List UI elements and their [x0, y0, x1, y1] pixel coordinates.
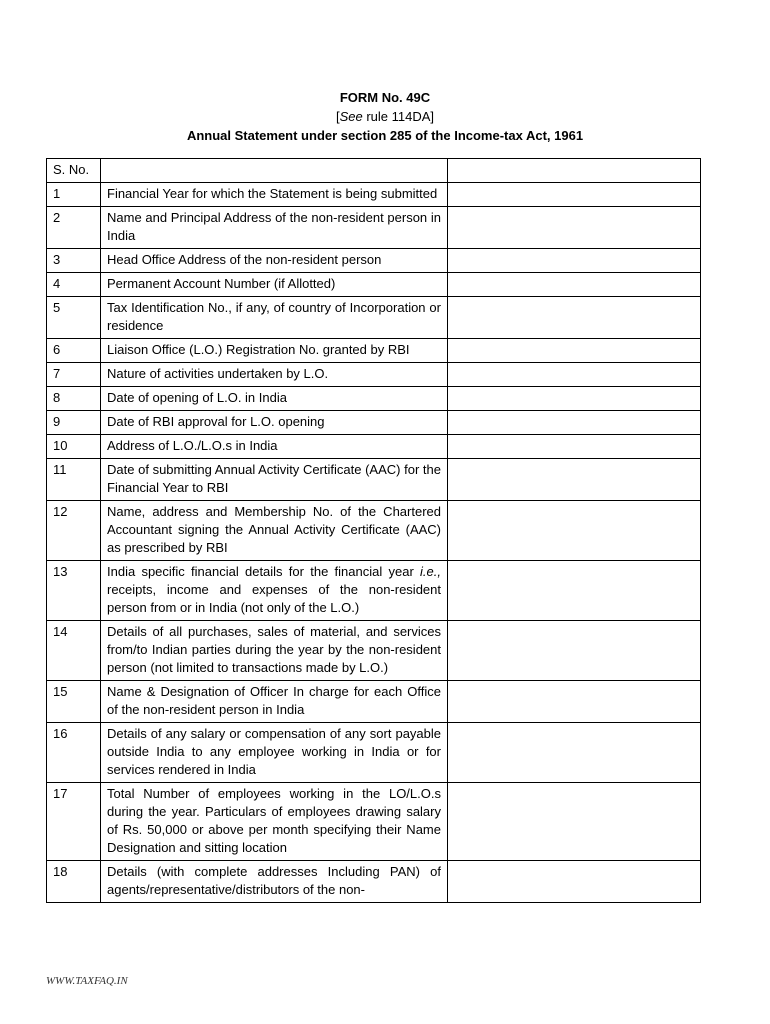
answer-field-3[interactable] — [448, 249, 700, 272]
row-label: Name and Principal Address of the non-resident person in India — [101, 207, 448, 249]
row-label: Tax Identification No., if any, of country of Incorporation or residence — [101, 297, 448, 339]
table-row — [47, 207, 701, 249]
row-label: Name & Designation of Officer In charge for each Office of the non-resident person in India — [101, 681, 448, 723]
row-answer-cell — [448, 561, 701, 621]
row-label: Permanent Account Number (if Allotted) — [101, 273, 448, 297]
table-row — [47, 681, 701, 723]
row-answer-cell — [448, 339, 701, 363]
row-answer-cell — [448, 297, 701, 339]
answer-field-18[interactable] — [448, 861, 700, 902]
table-row — [47, 363, 701, 387]
row-answer-cell — [448, 435, 701, 459]
table-row — [47, 501, 701, 561]
answer-field-9[interactable] — [448, 411, 700, 434]
rule-open-bracket: [ — [335, 109, 340, 124]
table-row — [47, 861, 701, 903]
row-number: 10 — [47, 435, 101, 459]
row-answer-cell — [448, 621, 701, 681]
row-answer-cell — [448, 459, 701, 501]
row-label-italic: i.e., — [420, 564, 441, 579]
row-number: 1 — [47, 183, 101, 207]
row-number: 16 — [47, 723, 101, 783]
answer-field-10[interactable] — [448, 435, 700, 458]
row-answer-cell — [448, 681, 701, 723]
table-row — [47, 387, 701, 411]
row-number: 2 — [47, 207, 101, 249]
table-header-row — [47, 159, 701, 183]
row-label: Financial Year for which the Statement is being submitted — [101, 183, 448, 207]
row-answer-cell — [448, 207, 701, 249]
row-label: Nature of activities undertaken by L.O. — [101, 363, 448, 387]
answer-field-6[interactable] — [448, 339, 700, 362]
answer-field-15[interactable] — [448, 681, 700, 722]
row-label: Name, address and Membership No. of the Chartered Accountant signing the Annual Activity Certificate (AAC) as prescribed by RBI — [101, 501, 448, 561]
answer-field-4[interactable] — [448, 273, 700, 296]
rule-reference — [0, 107, 770, 126]
table-row — [47, 561, 701, 621]
table-row — [47, 621, 701, 681]
row-label-end: receipts, income and expenses of the non-resident person from or in India (not only of the L.O.) — [107, 582, 441, 615]
answer-field-11[interactable] — [448, 459, 700, 500]
row-answer-cell — [448, 183, 701, 207]
row-label: Details of any salary or compensation of any sort payable outside India to any employee working in India or for services rendered in India — [101, 723, 448, 783]
answer-field-8[interactable] — [448, 387, 700, 410]
row-number: 6 — [47, 339, 101, 363]
row-number: 18 — [47, 861, 101, 903]
answer-field-2[interactable] — [448, 207, 700, 248]
annual-statement-table — [46, 158, 701, 903]
row-answer-cell — [448, 411, 701, 435]
row-answer-cell — [448, 363, 701, 387]
row-answer-cell — [448, 723, 701, 783]
row-number: 5 — [47, 297, 101, 339]
row-label: Date of submitting Annual Activity Certificate (AAC) for the Financial Year to RBI — [101, 459, 448, 501]
row-number: 3 — [47, 249, 101, 273]
table-row — [47, 297, 701, 339]
row-answer-cell — [448, 861, 701, 903]
row-number: 17 — [47, 783, 101, 861]
row-number: 8 — [47, 387, 101, 411]
row-number: 11 — [47, 459, 101, 501]
row-label: Details of all purchases, sales of material, and services from/to Indian parties during the year by the non-resident person (not limited to transactions made by L.O.) — [101, 621, 448, 681]
row-label: Head Office Address of the non-resident person — [101, 249, 448, 273]
rule-number: rule 114DA] — [362, 109, 435, 124]
answer-field-13[interactable] — [448, 561, 700, 620]
row-number: 13 — [47, 561, 101, 621]
form-number: FORM No. 49C — [339, 90, 431, 105]
row-answer-cell — [448, 273, 701, 297]
table-row — [47, 459, 701, 501]
header-blank-cell — [101, 159, 448, 183]
header-blank-answer-cell — [448, 159, 701, 183]
sno-header: S. No. — [47, 159, 101, 183]
row-label: Total Number of employees working in the LO/L.O.s during the year. Particulars of employees drawing salary of Rs. 50,000 or above per month specifying their Name Designation and sitting location — [101, 783, 448, 861]
row-label: Date of RBI approval for L.O. opening — [101, 411, 448, 435]
answer-field-5[interactable] — [448, 297, 700, 338]
table-row — [47, 183, 701, 207]
row-label: Address of L.O./L.O.s in India — [101, 435, 448, 459]
answer-field-7[interactable] — [448, 363, 700, 386]
row-label: Liaison Office (L.O.) Registration No. granted by RBI — [101, 339, 448, 363]
row-number: 9 — [47, 411, 101, 435]
row-number: 14 — [47, 621, 101, 681]
rule-see-text: See — [339, 109, 363, 124]
answer-field-1[interactable] — [448, 183, 700, 206]
table-row — [47, 339, 701, 363]
row-answer-cell — [448, 783, 701, 861]
table-row — [47, 411, 701, 435]
row-answer-cell — [448, 249, 701, 273]
row-label: Details (with complete addresses Including PAN) of agents/representative/distributors of the non- — [101, 861, 448, 903]
row-label-start: India specific financial details for the financial year — [107, 564, 421, 579]
table-row — [47, 783, 701, 861]
row-number: 12 — [47, 501, 101, 561]
answer-field-14[interactable] — [448, 621, 700, 680]
row-label — [101, 561, 448, 621]
row-answer-cell — [448, 387, 701, 411]
row-number: 4 — [47, 273, 101, 297]
footer-watermark: WWW.TAXFAQ.IN — [46, 975, 128, 987]
answer-field-16[interactable] — [448, 723, 700, 782]
form-subtitle: Annual Statement under section 285 of the Income-tax Act, 1961 — [186, 128, 584, 143]
answer-field-12[interactable] — [448, 501, 700, 560]
table-row — [47, 435, 701, 459]
row-number: 7 — [47, 363, 101, 387]
row-number: 15 — [47, 681, 101, 723]
table-row — [47, 723, 701, 783]
row-answer-cell — [448, 501, 701, 561]
table-row — [47, 273, 701, 297]
table-row — [47, 249, 701, 273]
form-title-block — [0, 88, 770, 145]
answer-field-17[interactable] — [448, 783, 700, 860]
row-label: Date of opening of L.O. in India — [101, 387, 448, 411]
